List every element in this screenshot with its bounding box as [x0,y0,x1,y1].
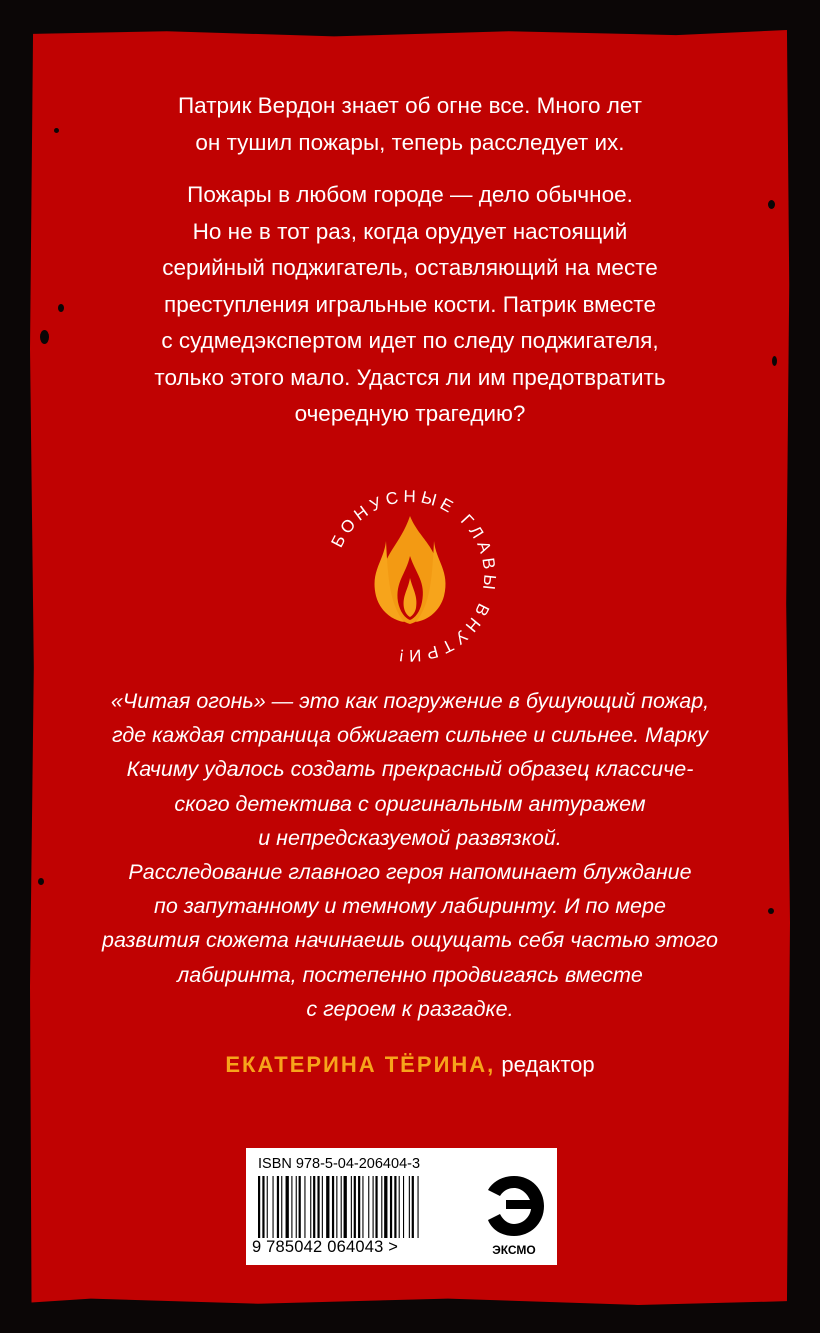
quote-line: по запутанному и темному лабиринту. И по мере [154,894,666,919]
quote-line: Качиму удалось создать прекрасный образец классиче- [126,757,694,782]
text-line: преступления игральные кости. Патрик вместе [164,291,656,317]
quote-line: где каждая страница обжигает сильнее и сильнее. Марку [111,723,709,748]
quote-line: лабиринта, постепенно продвигаясь вместе [177,962,643,987]
quote-line: Расследование главного героя напоминает блуждание [128,860,692,885]
description-paragraph [0,177,820,433]
publisher-name: ЭКСМО [492,1243,536,1257]
quote-line: с героем к разгадке. [306,996,514,1021]
editor-quote [0,684,820,1026]
badge-ring-text: БОНУСНЫЕ ГЛАВЫ ВНУТРИ! [327,486,500,666]
barcode-digits: 9 785042 064043 > [252,1238,399,1256]
quote-author [0,1052,820,1078]
text-line: очередную трагедию? [294,401,526,426]
text-line: с судмедэкспертом идет по следу поджигателя, [161,328,659,353]
text-line: Но не в тот раз, когда орудует настоящий [192,218,628,244]
quote-line: и непредсказуемой развязкой. [258,825,562,850]
flame-icon [375,516,446,624]
text-line: серийный поджигатель, оставляющий на месте [162,255,658,280]
text-line: только этого мало. Удастся ли им предотвратить [154,364,666,390]
author-name: ЕКАТЕРИНА ТЁРИНА, [225,1052,496,1077]
bonus-chapters-badge [320,486,500,666]
text-line: Патрик Вердон знает об огне все. Много лет [178,93,642,118]
isbn-label: ISBN 978-5-04-206404-3 [258,1156,421,1172]
author-role: редактор [501,1052,595,1077]
barcode [258,1176,470,1238]
isbn-block [246,1148,557,1265]
quote-line: «Читая огонь» — это как погружение в бушующий пожар, [110,689,710,713]
book-description [0,88,820,449]
quote-line: ского детектива с оригинальным антуражем [174,791,646,816]
text-line: Пожары в любом городе — дело обычное. [187,182,633,207]
description-paragraph [0,88,820,161]
text-line: он тушил пожары, теперь расследует их. [195,129,625,155]
eksmo-logo-icon [478,1168,550,1258]
quote-line: развития сюжета начинаешь ощущать себя частью этого [102,928,718,953]
